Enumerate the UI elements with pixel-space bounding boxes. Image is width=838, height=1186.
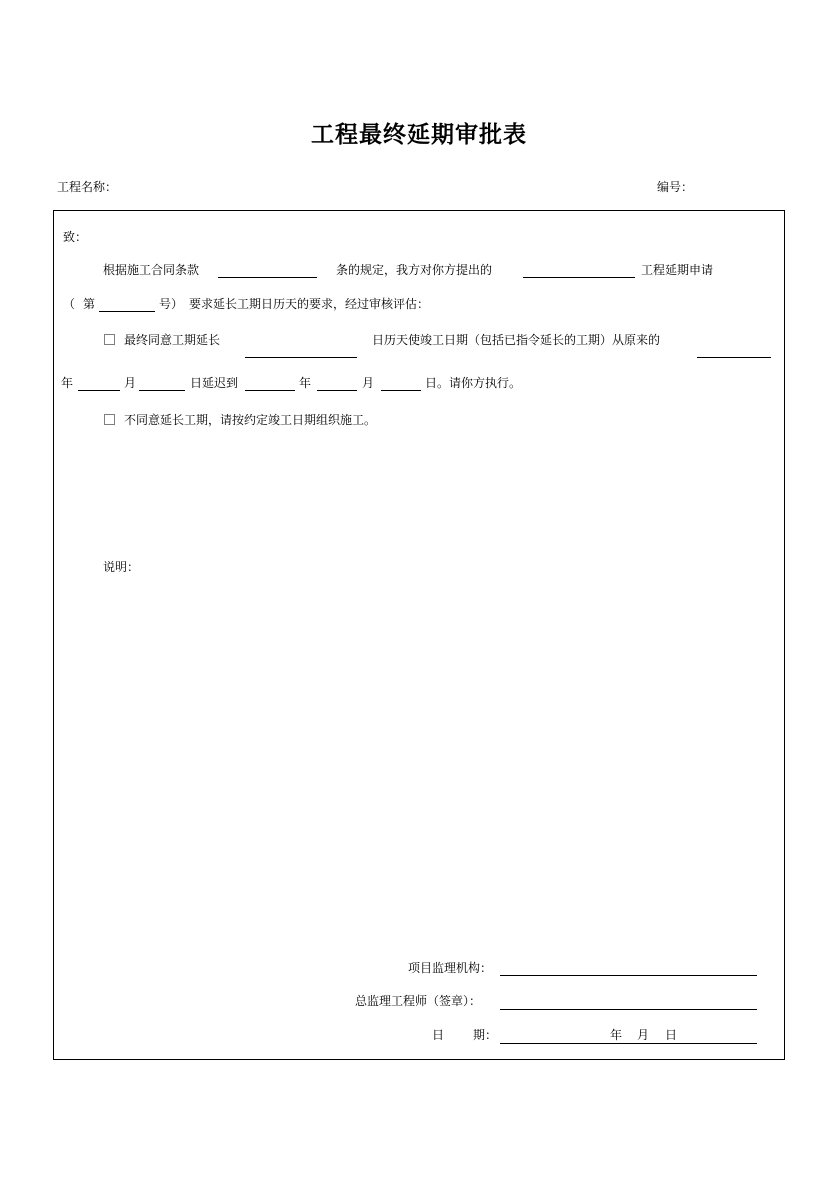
number-prefix: 第 — [83, 297, 96, 311]
year-label-1: 年 — [61, 376, 74, 390]
contract-clause-blank[interactable] — [218, 277, 317, 278]
number-suffix: 号） — [159, 297, 184, 311]
month-label-1: 月 — [124, 376, 137, 390]
original-date-blank[interactable] — [697, 357, 771, 358]
review-statement: 要求延长工期日历天的要求，经过审核评估： — [189, 297, 430, 311]
contract-clause-text: 根据施工合同条款 — [103, 263, 200, 277]
new-day-blank[interactable] — [381, 390, 421, 391]
chief-engineer-signature-blank[interactable] — [500, 1009, 757, 1010]
date-day: 日 — [665, 1028, 678, 1042]
delay-to-text: 日延迟到 — [190, 376, 239, 390]
agree-option-label: 最终同意工期延长 — [124, 333, 221, 347]
disagree-checkbox[interactable] — [104, 414, 115, 425]
completion-date-text: 日历天使竣工日期（包括已指令延长的工期）从原来的 — [372, 333, 661, 347]
date-month: 月 — [637, 1028, 650, 1042]
application-number-blank[interactable] — [99, 311, 155, 312]
new-year-blank[interactable] — [245, 390, 295, 391]
extension-application-blank[interactable] — [523, 277, 635, 278]
original-month-blank[interactable] — [139, 390, 185, 391]
disagree-option-label: 不同意延长工期，请按约定竣工日期组织施工。 — [124, 413, 377, 427]
number-label: 编号： — [657, 180, 694, 194]
clause-rule-text: 条的规定，我方对你方提出的 — [336, 263, 493, 277]
signature-date-blank[interactable] — [500, 1043, 757, 1044]
year-label-2: 年 — [299, 376, 312, 390]
extension-days-blank[interactable] — [245, 357, 357, 358]
supervision-org-label: 项目监理机构： — [408, 961, 493, 975]
month-label-2: 月 — [362, 376, 375, 390]
chief-engineer-label: 总监理工程师（签章）： — [355, 994, 482, 1008]
page-title: 工程最终延期审批表 — [311, 122, 527, 148]
date-label-period: 期： — [473, 1028, 498, 1042]
explanation-label: 说明： — [103, 560, 140, 574]
new-month-blank[interactable] — [317, 390, 357, 391]
to-label: 致： — [63, 230, 88, 244]
open-paren: （ — [63, 297, 76, 311]
execute-instruction: 日。请你方执行。 — [425, 376, 522, 390]
date-label-day: 日 — [432, 1028, 445, 1042]
date-year: 年 — [610, 1028, 623, 1042]
agree-checkbox[interactable] — [104, 334, 115, 345]
original-year-blank[interactable] — [78, 390, 120, 391]
extension-application-text: 工程延期申请 — [641, 263, 714, 277]
project-name-label: 工程名称： — [57, 180, 118, 194]
supervision-org-blank[interactable] — [500, 975, 757, 976]
